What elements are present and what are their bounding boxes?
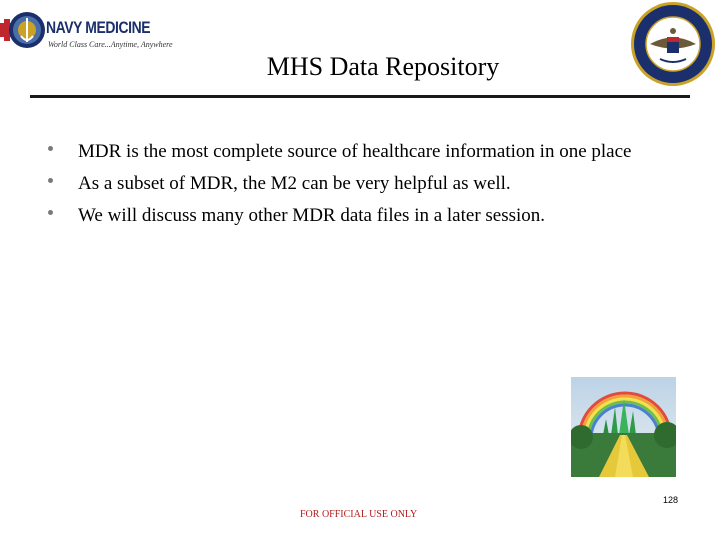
bullet-icon: [48, 210, 53, 215]
bullet-icon: [48, 178, 53, 183]
bullet-item: [48, 172, 688, 195]
bullet-item: [48, 204, 688, 227]
page-number: 128: [662, 495, 678, 505]
classification-footer: FOR OFFICIAL USE ONLY: [300, 509, 418, 520]
title-divider: [30, 95, 690, 98]
logo-title: NAVY MEDICINE: [46, 18, 151, 37]
bullet-text: MDR is the most complete source of healthcare information in one place: [78, 141, 632, 162]
navy-medicine-logo: [0, 6, 173, 54]
navy-medicine-emblem-icon: [0, 6, 48, 54]
bullet-text: As a subset of MDR, the M2 can be very helpful as well.: [78, 173, 511, 194]
bullet-text: We will discuss many other MDR data files in a later session.: [78, 205, 546, 226]
logo-tagline: World Class Care...Anytime, Anywhere: [48, 40, 173, 49]
bullet-list: [48, 140, 688, 236]
bullet-item: [48, 140, 688, 163]
slide-title: MHS Data Repository: [266, 52, 500, 81]
emerald-city-rainbow-picture: [571, 377, 676, 477]
bullet-icon: [48, 146, 53, 151]
